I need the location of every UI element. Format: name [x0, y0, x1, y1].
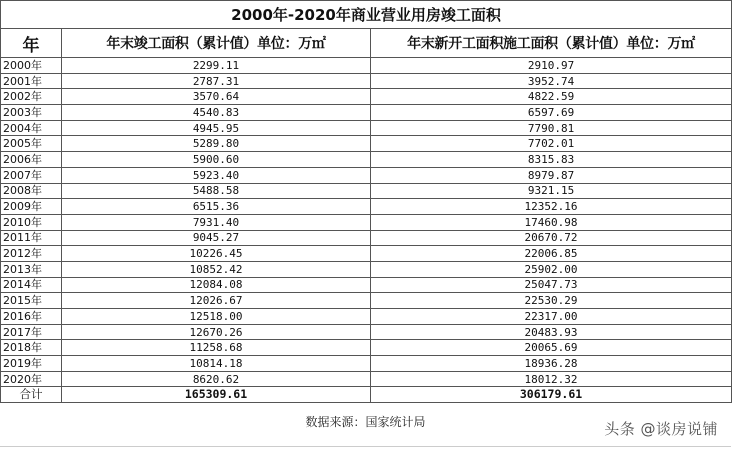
- cell-completed-area[interactable]: 5488.58: [62, 183, 371, 199]
- table-row: [1, 246, 732, 262]
- cell-completed-area[interactable]: 2787.31: [62, 73, 371, 89]
- cell-completed-area[interactable]: 4540.83: [62, 105, 371, 121]
- title-row: [1, 1, 732, 29]
- watermark: 头条 @谈房说铺: [604, 420, 718, 438]
- cell-year[interactable]: 2000年: [1, 58, 62, 74]
- table-row: [1, 167, 732, 183]
- cell-completed-area[interactable]: 5900.60: [62, 152, 371, 168]
- table-row: [1, 324, 732, 340]
- cell-total-label[interactable]: 合计: [1, 387, 62, 403]
- cell-year[interactable]: 2003年: [1, 105, 62, 121]
- table-row: [1, 309, 732, 325]
- cell-year[interactable]: 2004年: [1, 120, 62, 136]
- cell-new-construction-area[interactable]: 22317.00: [371, 309, 732, 325]
- cell-completed-area[interactable]: 10852.42: [62, 261, 371, 277]
- cell-total-completed-area[interactable]: 165309.61: [62, 387, 371, 403]
- table-row: [1, 58, 732, 74]
- table-row: [1, 152, 732, 168]
- table-row: [1, 277, 732, 293]
- cell-new-construction-area[interactable]: 7790.81: [371, 120, 732, 136]
- table-row: [1, 214, 732, 230]
- cell-new-construction-area[interactable]: 4822.59: [371, 89, 732, 105]
- cell-new-construction-area[interactable]: 12352.16: [371, 199, 732, 215]
- cell-completed-area[interactable]: 12518.00: [62, 309, 371, 325]
- cell-completed-area[interactable]: 3570.64: [62, 89, 371, 105]
- cell-new-construction-area[interactable]: 18936.28: [371, 356, 732, 372]
- table-row: [1, 136, 732, 152]
- cell-year[interactable]: 2020年: [1, 371, 62, 387]
- table-row: [1, 183, 732, 199]
- cell-completed-area[interactable]: 7931.40: [62, 214, 371, 230]
- cell-year[interactable]: 2015年: [1, 293, 62, 309]
- cell-new-construction-area[interactable]: 22006.85: [371, 246, 732, 262]
- cell-new-construction-area[interactable]: 25902.00: [371, 261, 732, 277]
- cell-year[interactable]: 2001年: [1, 73, 62, 89]
- table-row: [1, 293, 732, 309]
- cell-new-construction-area[interactable]: 2910.97: [371, 58, 732, 74]
- cell-new-construction-area[interactable]: 18012.32: [371, 371, 732, 387]
- cell-year[interactable]: 2006年: [1, 152, 62, 168]
- table-row: [1, 89, 732, 105]
- cell-year[interactable]: 2013年: [1, 261, 62, 277]
- cell-year[interactable]: 2011年: [1, 230, 62, 246]
- table-row: [1, 199, 732, 215]
- cell-year[interactable]: 2014年: [1, 277, 62, 293]
- cell-new-construction-area[interactable]: 3952.74: [371, 73, 732, 89]
- cell-year[interactable]: 2005年: [1, 136, 62, 152]
- cell-year[interactable]: 2008年: [1, 183, 62, 199]
- cell-completed-area[interactable]: 8620.62: [62, 371, 371, 387]
- cell-completed-area[interactable]: 6515.36: [62, 199, 371, 215]
- cell-completed-area[interactable]: 12084.08: [62, 277, 371, 293]
- cell-new-construction-area[interactable]: 8315.83: [371, 152, 732, 168]
- cell-completed-area[interactable]: 5923.40: [62, 167, 371, 183]
- cell-completed-area[interactable]: 5289.80: [62, 136, 371, 152]
- cell-new-construction-area[interactable]: 7702.01: [371, 136, 732, 152]
- cell-total-new-construction-area[interactable]: 306179.61: [371, 387, 732, 403]
- table-row: [1, 73, 732, 89]
- cell-new-construction-area[interactable]: 22530.29: [371, 293, 732, 309]
- header-new-construction-area[interactable]: 年末新开工面积施工面积（累计值）单位：万㎡: [371, 29, 732, 58]
- cell-year[interactable]: 2018年: [1, 340, 62, 356]
- cell-completed-area[interactable]: 10226.45: [62, 246, 371, 262]
- table-row: [1, 371, 732, 387]
- table-row: [1, 356, 732, 372]
- cell-new-construction-area[interactable]: 9321.15: [371, 183, 732, 199]
- cell-year[interactable]: 2007年: [1, 167, 62, 183]
- table-row: [1, 261, 732, 277]
- header-row: [1, 29, 732, 58]
- cell-year[interactable]: 2010年: [1, 214, 62, 230]
- cell-new-construction-area[interactable]: 8979.87: [371, 167, 732, 183]
- cell-new-construction-area[interactable]: 6597.69: [371, 105, 732, 121]
- cell-completed-area[interactable]: 10814.18: [62, 356, 371, 372]
- cell-year[interactable]: 2016年: [1, 309, 62, 325]
- table-title[interactable]: 2000年-2020年商业营业用房竣工面积: [1, 1, 732, 29]
- cell-new-construction-area[interactable]: 20483.93: [371, 324, 732, 340]
- cell-new-construction-area[interactable]: 25047.73: [371, 277, 732, 293]
- cell-year[interactable]: 2017年: [1, 324, 62, 340]
- table-row: [1, 120, 732, 136]
- cell-new-construction-area[interactable]: 20065.69: [371, 340, 732, 356]
- header-year[interactable]: 年: [1, 29, 62, 58]
- cell-completed-area[interactable]: 4945.95: [62, 120, 371, 136]
- cell-completed-area[interactable]: 11258.68: [62, 340, 371, 356]
- cell-new-construction-area[interactable]: 17460.98: [371, 214, 732, 230]
- cell-year[interactable]: 2019年: [1, 356, 62, 372]
- total-row: [1, 387, 732, 403]
- divider: [0, 446, 731, 447]
- cell-completed-area[interactable]: 2299.11: [62, 58, 371, 74]
- cell-year[interactable]: 2012年: [1, 246, 62, 262]
- table-row: [1, 340, 732, 356]
- cell-year[interactable]: 2009年: [1, 199, 62, 215]
- cell-completed-area[interactable]: 12670.26: [62, 324, 371, 340]
- cell-completed-area[interactable]: 12026.67: [62, 293, 371, 309]
- cell-completed-area[interactable]: 9045.27: [62, 230, 371, 246]
- cell-new-construction-area[interactable]: 20670.72: [371, 230, 732, 246]
- cell-year[interactable]: 2002年: [1, 89, 62, 105]
- table-row: [1, 105, 732, 121]
- data-source-note: 数据来源：国家统计局: [305, 415, 426, 429]
- header-completed-area[interactable]: 年末竣工面积（累计值）单位：万㎡: [62, 29, 371, 58]
- table-row: [1, 230, 732, 246]
